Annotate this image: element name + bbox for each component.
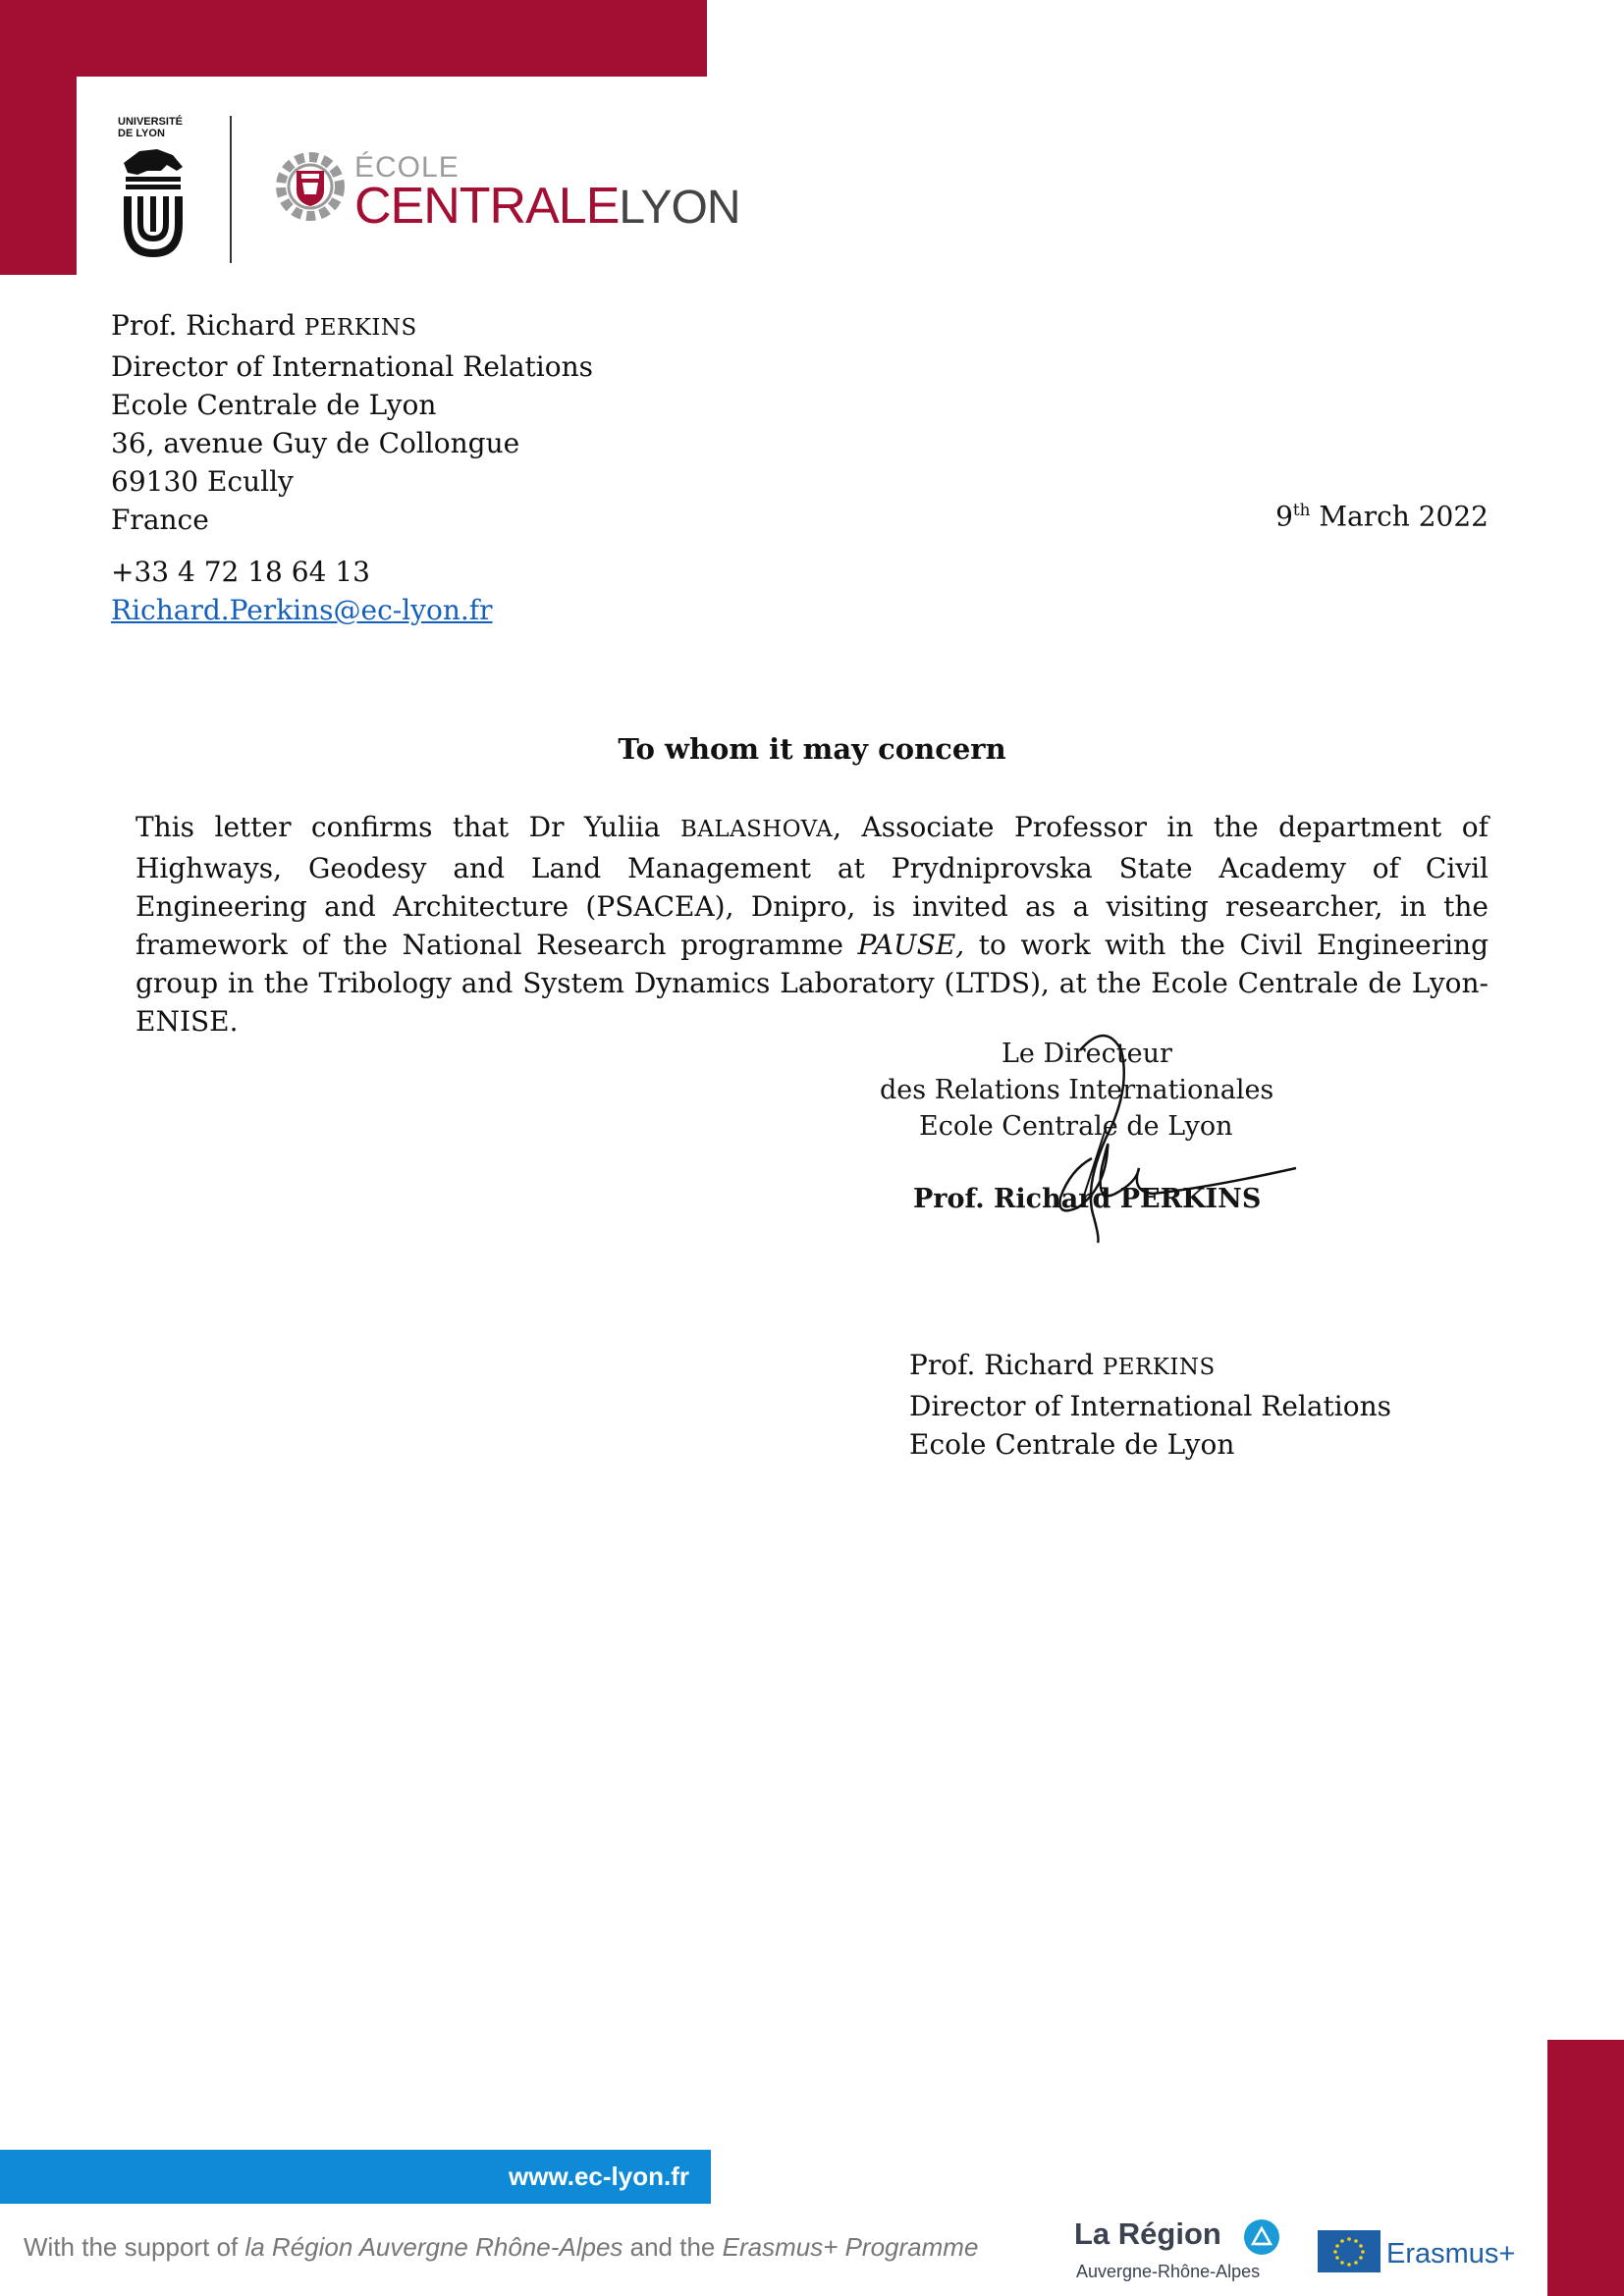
universite-de-lyon-lion-logo [118,141,189,265]
logo-centrale-lyon-text [354,177,740,236]
sender-email-link[interactable]: Richard.Perkins@ec-lyon.fr [111,594,493,626]
logo-ecole-text: ÉCOLE [354,151,460,184]
letter-title: To whom it may concern [618,732,1006,766]
logo-centrale-word: CENTRALE [354,178,620,235]
eu-flag-icon [1318,2230,1380,2272]
sender-name [111,306,593,347]
website-link[interactable]: www.ec-lyon.fr [509,2162,689,2191]
erasmus-logo-text: Erasmus+ [1386,2238,1516,2269]
footer-support-text [24,2232,978,2263]
region-logo-sub: Auvergne-Rhône-Alpes [1076,2262,1261,2281]
sender-postcode-city: 69130 Ecully [111,465,294,498]
sender-country: France [111,504,209,536]
stamp-line-3: Ecole Centrale de Lyon [919,1111,1233,1142]
date-suffix: th [1292,500,1311,519]
sender-contact [111,553,493,629]
website-bar [0,2150,711,2204]
erasmus-logo [1318,2230,1524,2279]
letter-body [135,808,1489,1041]
letter-date [1275,500,1489,532]
sender-name-first: Prof. Richard [111,309,304,342]
signatory-name [909,1346,1391,1387]
footer-support-2: and the [623,2232,723,2262]
sender-institution: Ecole Centrale de Lyon [111,389,437,421]
body-text-2: , Associate Professor in the department of Highways, Geodesy and Land Management at Prydniprovska State Academy of Civil Engineering and Architecture (PSACEA), Dnipro, is invited as a visiting researcher, in the framework of the National Research programme [135,811,1489,961]
handwritten-signature [874,1021,1306,1247]
sender-title: Director of International Relations [111,350,593,383]
footer-support-1: With the support of [24,2232,245,2262]
footer-support-programme: Erasmus+ Programme [722,2232,979,2262]
logo-lyon-word: LYON [619,182,740,234]
stamp-line-1: Le Directeur [1001,1039,1172,1069]
signatory-name-first: Prof. Richard [909,1349,1103,1381]
region-logo-icon [1243,2218,1280,2256]
body-person-last-name: BALASHOVA [680,817,834,842]
body-text-3: to work with the Civil Engineering group in the Tribology and System Dynamics Laboratory (LTDS), at the Ecole Centrale de Lyon-ENISE. [135,929,1489,1038]
signatory-title: Director of International Relations [909,1390,1391,1422]
header-logos [114,108,740,273]
header-band [0,0,707,77]
sender-street: 36, avenue Guy de Collongue [111,427,520,459]
date-month-year: March 2022 [1310,500,1489,533]
signature-stamp [874,1021,1306,1247]
footer-support-region: la Région Auvergne Rhône-Alpes [244,2232,623,2262]
signature-block [909,1346,1391,1464]
footer-side-band [1547,2040,1624,2296]
body-programme-name: PAUSE, [857,929,965,961]
header-side-band [0,77,77,275]
centrale-lyon-gear-icon [273,149,348,224]
signatory-institution: Ecole Centrale de Lyon [909,1428,1235,1461]
sender-address [111,306,593,539]
stamp-line-2: des Relations Internationales [880,1075,1274,1105]
region-logo-name: La Région [1074,2216,1221,2251]
stamp-line-4: Prof. Richard PERKINS [913,1184,1262,1214]
body-text-1: This letter confirms that Dr Yuliia [135,811,681,843]
logo-divider [230,116,232,263]
signatory-name-last: PERKINS [1102,1355,1216,1380]
region-logo [1074,2216,1280,2290]
universite-de-lyon-logo-text: UNIVERSITÉ DE LYON [118,116,184,139]
date-day: 9 [1275,500,1293,533]
sender-phone: +33 4 72 18 64 13 [111,556,370,588]
sender-name-last: PERKINS [303,315,417,341]
